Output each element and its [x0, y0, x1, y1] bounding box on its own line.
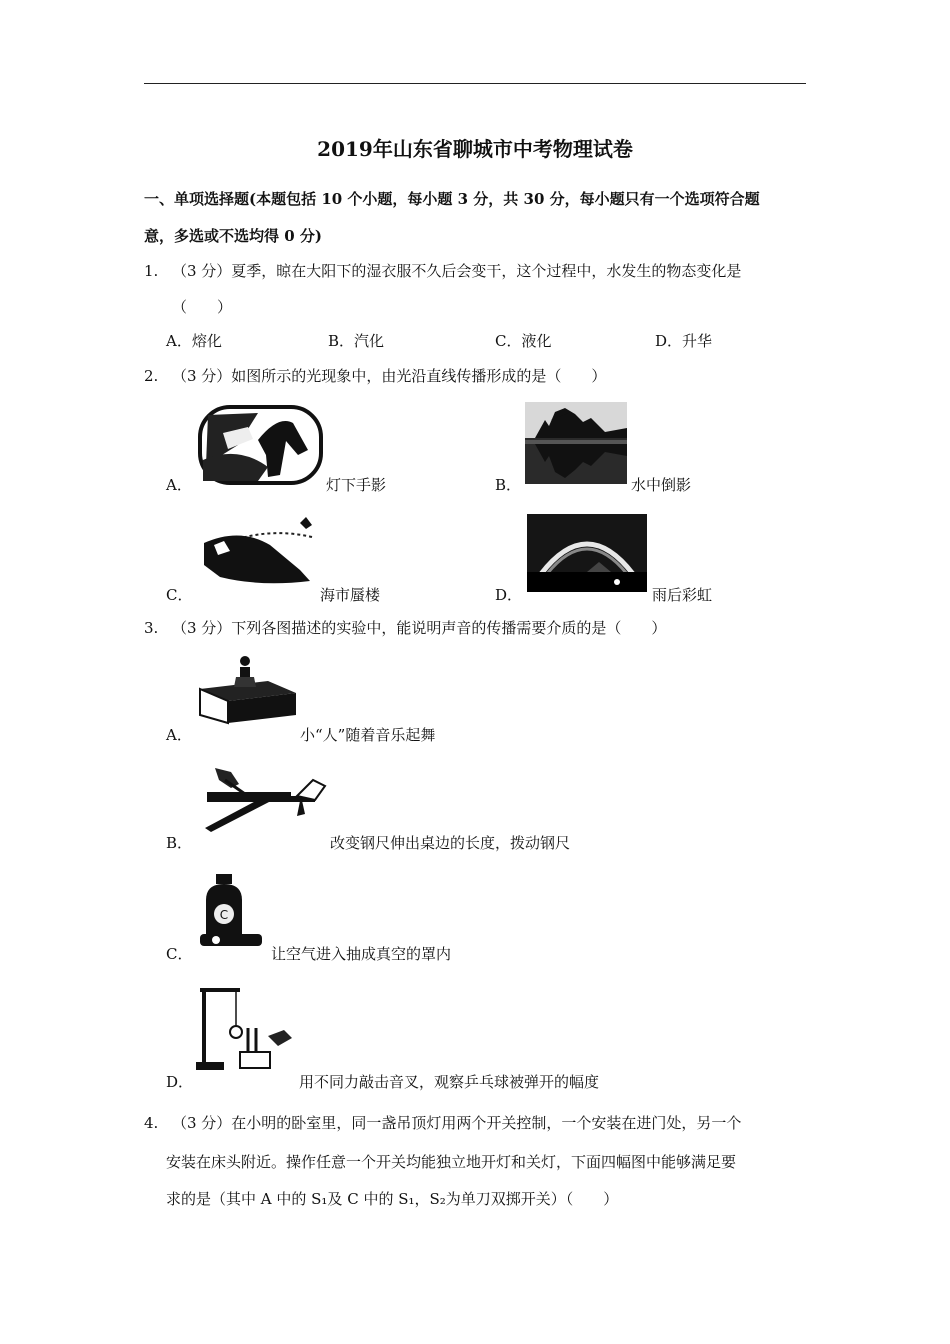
q1-option-d[interactable]: D．升华	[655, 332, 713, 350]
section-heading-line1: 一、单项选择题(本题包括 10 个小题，每小题 3 分，共 30 分，每小题只有一个选项符合题	[144, 190, 760, 208]
q3-option-a-letter[interactable]: A．	[166, 726, 192, 744]
q3-image-steel-ruler	[205, 766, 330, 832]
q3-stem: （3 分）下列各图描述的实验中，能说明声音的传播需要介质的是（ ）	[172, 619, 667, 637]
q2-option-a-letter[interactable]: A．	[166, 476, 192, 494]
q2-image-water-reflection	[525, 402, 627, 484]
q2-option-c-letter[interactable]: C．	[166, 586, 193, 604]
q4-stem-line3: 求的是（其中 A 中的 S₁及 C 中的 S₁，S₂为单刀双掷开关）（ ）	[166, 1190, 619, 1208]
q2-option-c-caption: 海市蜃楼	[320, 586, 381, 604]
q2-stem: （3 分）如图所示的光现象中，由光沿直线传播形成的是（ ）	[172, 367, 607, 385]
q2-option-a-caption: 灯下手影	[326, 476, 387, 494]
q3-image-bell-jar	[200, 872, 270, 950]
q2-option-b-letter[interactable]: B．	[495, 476, 522, 494]
q3-option-c-letter[interactable]: C．	[166, 945, 193, 963]
q4-stem-line2: 安装在床头附近。操作任意一个开关均能独立地开灯和关灯，下面四幅图中能够满足要	[166, 1153, 737, 1171]
header-rule	[144, 83, 806, 84]
q2-option-b-caption: 水中倒影	[631, 476, 692, 494]
q2-image-rainbow	[527, 514, 647, 592]
q2-number: 2.	[144, 367, 159, 385]
svg-text:C: C	[219, 908, 229, 922]
q1-option-a[interactable]: A．熔化	[166, 332, 222, 350]
q2-image-hand-shadow	[198, 405, 323, 485]
q3-option-b-caption: 改变钢尺伸出桌边的长度，拨动钢尺	[330, 834, 571, 852]
q2-option-d-letter[interactable]: D．	[495, 586, 523, 604]
section-heading-line2: 意，多选或不选均得 0 分)	[144, 227, 322, 245]
q2-image-mirage	[200, 515, 320, 590]
q1-option-b[interactable]: B．汽化	[328, 332, 385, 350]
page-title: 2019年山东省聊城市中考物理试卷	[317, 137, 633, 161]
q4-stem-line1: （3 分）在小明的卧室里，同一盏吊顶灯用两个开关控制，一个安装在进门处，另一个	[172, 1114, 742, 1132]
q3-option-a-caption: 小“人”随着音乐起舞	[300, 726, 436, 744]
q3-option-c-caption: 让空气进入抽成真空的罩内	[271, 945, 452, 963]
q1-stem-line2: （ ）	[172, 298, 233, 316]
q4-number: 4.	[144, 1114, 159, 1132]
q1-stem-line1: （3 分）夏季，晾在大阳下的湿衣服不久后会变干，这个过程中，水发生的物态变化是	[172, 262, 742, 280]
q3-option-d-caption: 用不同力敲击音叉，观察乒乓球被弹开的幅度	[299, 1073, 600, 1091]
q3-option-d-letter[interactable]: D．	[166, 1073, 194, 1091]
q3-image-tuning-fork	[196, 982, 296, 1072]
q1-number: 1.	[144, 262, 159, 280]
q3-image-dancing-figure	[198, 655, 298, 725]
q3-number: 3.	[144, 619, 159, 637]
q2-option-d-caption: 雨后彩虹	[652, 586, 713, 604]
q1-option-c[interactable]: C．液化	[495, 332, 552, 350]
q3-option-b-letter[interactable]: B．	[166, 834, 193, 852]
